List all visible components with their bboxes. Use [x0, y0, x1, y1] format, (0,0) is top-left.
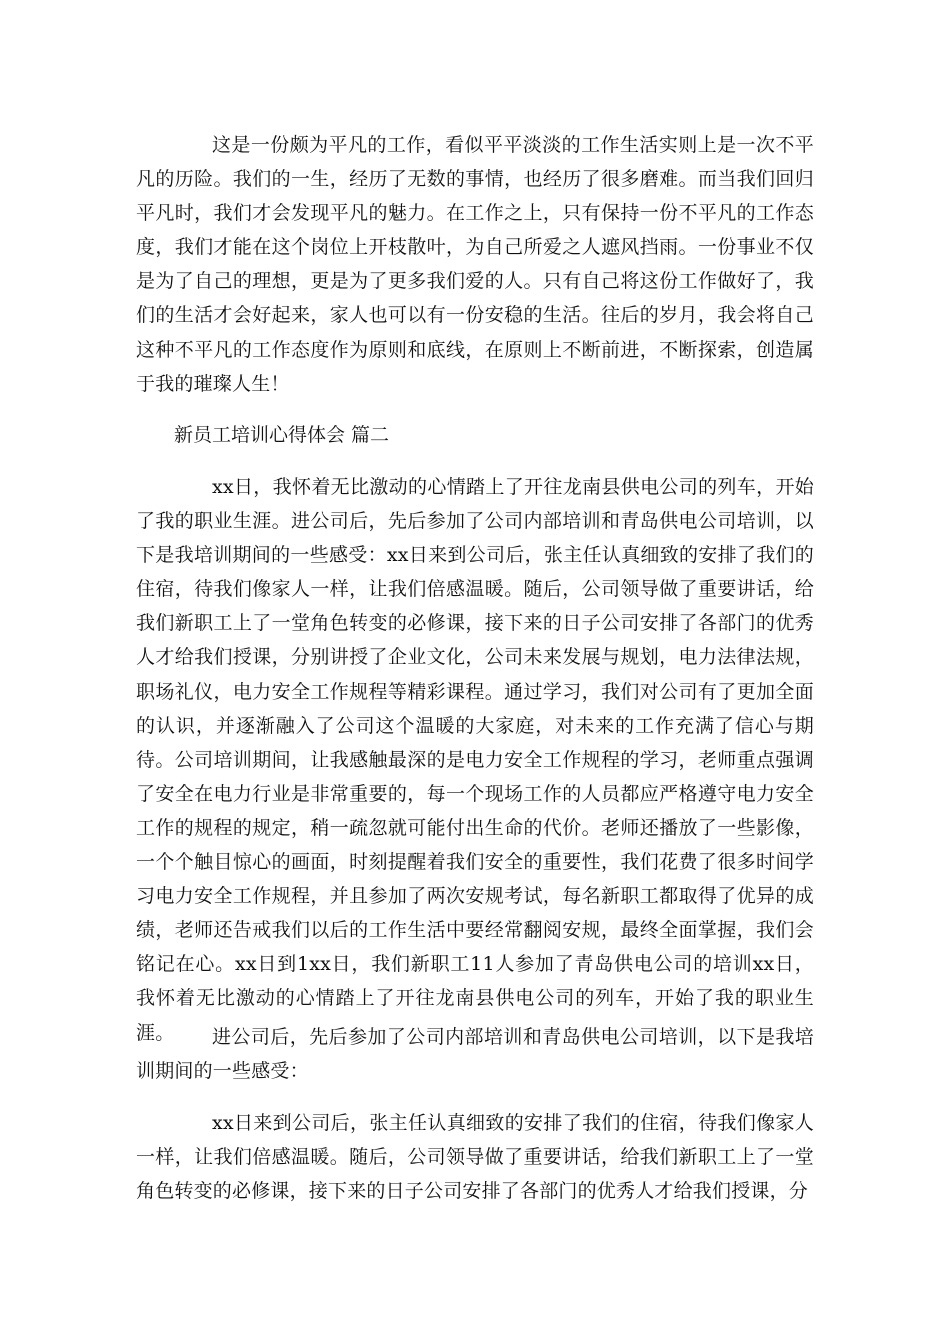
- section-heading: 新员工培训心得体会 篇二: [174, 424, 390, 446]
- body-paragraph: 这是一份颇为平凡的工作，看似平平淡淡的工作生活实则上是一次不平凡的历险。我们的一生，经历了无数的事情，也经历了很多磨难。而当我们回归平凡时，我们才会发现平凡的魅力。在工作之上，只有保持一份不平凡的工作态度，我们才能在这个岗位上开枝散叶，为自己所爱之人遮风挡雨。一份事业不仅是为了自己的理想，更是为了更多我们爱的人。只有自己将这份工作做好了，我们的生活才会好起来，家人也可以有一份安稳的生活。往后的岁月，我会将自己这种不平凡的工作态度作为原则和底线，在原则上不断前进，不断探索，创造属于我的璀璨人生！: [136, 134, 814, 395]
- body-paragraph: xx日来到公司后，张主任认真细致的安排了我们的住宿，待我们像家人一样，让我们倍感温暖。随后，公司领导做了重要讲话，给我们新职工上了一堂角色转变的必修课，接下来的日子公司安排了各部门的优秀人才给我们授课，分: [136, 1112, 814, 1203]
- body-paragraph: 进公司后，先后参加了公司内部培训和青岛供电公司培训，以下是我培训期间的一些感受：: [136, 1026, 814, 1083]
- body-paragraph: xx日，我怀着无比激动的心情踏上了开往龙南县供电公司的列车，开始了我的职业生涯。进公司后，先后参加了公司内部培训和青岛供电公司培训，以下是我培训期间的一些感受：xx日来到公司后，张主任认真细致的安排了我们的住宿，待我们像家人一样，让我们倍感温暖。随后，公司领导做了重要讲话，给我们新职工上了一堂角色转变的必修课，接下来的日子公司安排了各部门的优秀人才给我们授课，分别讲授了企业文化，公司未来发展与规划，电力法律法规，职场礼仪，电力安全工作规程等精彩课程。通过学习，我们对公司有了更加全面的认识，并逐渐融入了公司这个温暖的大家庭，对未来的工作充满了信心与期待。公司培训期间，让我感触最深的是电力安全工作规程的学习，老师重点强调了安全在电力行业是非常重要的，每一个现场工作的人员都应严格遵守电力安全工作的规程的规定，稍一疏忽就可能付出生命的代价。老师还播放了一些影像，一个个触目惊心的画面，时刻提醒着我们安全的重要性，我们花费了很多时间学习电力安全工作规程，并且参加了两次安规考试，每名新职工都取得了优异的成绩，老师还告戒我们以后的工作生活中要经常翻阅安规，最终全面掌握，我们会铭记在心。xx日到1xx日，我们新职工11人参加了青岛供电公司的培训xx日，我怀着无比激动的心情踏上了开往龙南县供电公司的列车，开始了我的职业生涯。: [136, 476, 814, 1044]
